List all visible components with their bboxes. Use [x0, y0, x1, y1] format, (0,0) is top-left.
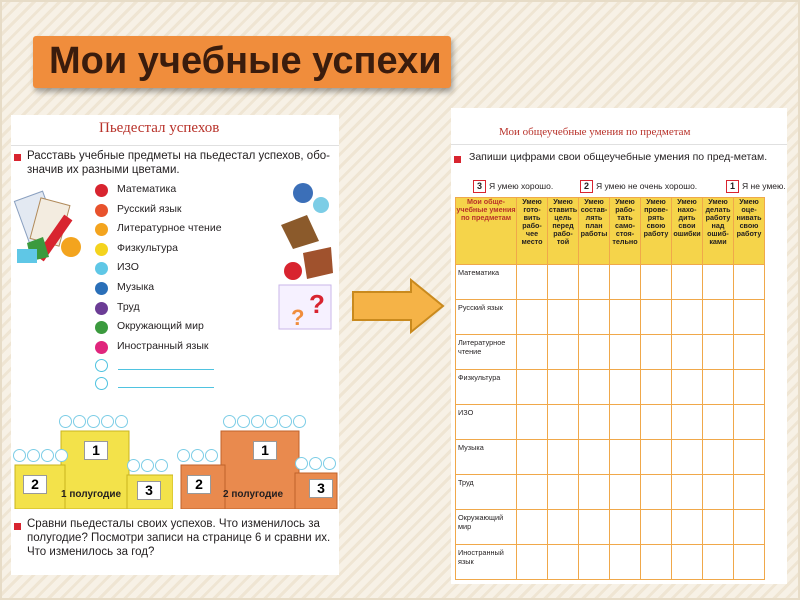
- skills-score-cell[interactable]: [517, 405, 548, 440]
- skills-score-cell[interactable]: [579, 300, 610, 335]
- skills-row-subject: Окружающий мир: [456, 510, 517, 545]
- subject-label: Математика: [117, 183, 177, 195]
- podium-place-3: 3: [137, 481, 161, 500]
- skills-score-cell[interactable]: [548, 510, 579, 545]
- podium-label: 1 полугодие: [61, 489, 122, 500]
- skills-score-cell[interactable]: [610, 405, 641, 440]
- skills-score-cell[interactable]: [703, 440, 734, 475]
- skills-row-subject: Музыка: [456, 440, 517, 475]
- subject-label: Окружающий мир: [117, 320, 204, 333]
- skills-score-cell[interactable]: [548, 265, 579, 300]
- skills-column-header: Умею нахо-дить свои ошибки: [672, 198, 703, 265]
- skills-score-cell[interactable]: [641, 335, 672, 370]
- compare-task-text: Сравни пьедесталы своих успехов. Что изменилось за полугодие? Посмотри записи на странице 6 и сравни их. Что изменилось за год?: [27, 518, 331, 558]
- skills-column-header: Умею рабо-тать само-стоя-тельно: [610, 198, 641, 265]
- podium-label: 2 полугодие: [223, 489, 284, 500]
- skills-score-cell[interactable]: [734, 335, 765, 370]
- skills-score-cell[interactable]: [703, 370, 734, 405]
- skills-column-header: Умею прове-рять свою работу: [641, 198, 672, 265]
- legend-text-2: Я умею не очень хорошо.: [596, 181, 698, 191]
- subject-label: Музыка: [117, 281, 155, 293]
- decorative-collage-image: [273, 175, 339, 335]
- podium-ring: [141, 459, 154, 472]
- legend-box-2: 2: [580, 180, 593, 193]
- skills-score-cell[interactable]: [517, 300, 548, 335]
- subject-label: Литературное чтение: [117, 222, 222, 235]
- skills-score-cell[interactable]: [703, 265, 734, 300]
- skills-score-cell[interactable]: [517, 510, 548, 545]
- skills-score-cell[interactable]: [672, 370, 703, 405]
- table-row: [456, 335, 765, 370]
- title-banner: [33, 36, 451, 88]
- podium-ring: [223, 415, 236, 428]
- podium-ring: [237, 415, 250, 428]
- skills-score-cell[interactable]: [610, 300, 641, 335]
- skills-score-cell[interactable]: [672, 510, 703, 545]
- skills-score-cell[interactable]: [610, 265, 641, 300]
- legend-text-1: Я не умею.: [742, 181, 786, 191]
- skills-score-cell[interactable]: [672, 335, 703, 370]
- skills-score-cell[interactable]: [672, 545, 703, 580]
- podium-ring: [323, 457, 336, 470]
- table-row: [456, 370, 765, 405]
- skills-score-cell[interactable]: [734, 545, 765, 580]
- skills-score-cell[interactable]: [734, 405, 765, 440]
- subject-color-dot: [95, 302, 108, 315]
- table-row: [456, 440, 765, 475]
- skills-table-header: [456, 198, 765, 265]
- arrow-right-icon: [351, 278, 445, 334]
- task-marker: [14, 523, 21, 530]
- skills-score-cell[interactable]: [734, 300, 765, 335]
- skills-score-cell[interactable]: [610, 545, 641, 580]
- skills-score-cell[interactable]: [548, 300, 579, 335]
- table-row: [456, 265, 765, 300]
- svg-text:?: ?: [309, 289, 325, 319]
- skills-row-subject: Труд: [456, 475, 517, 510]
- skills-column-header: Умею оце-нивать свою работу: [734, 198, 765, 265]
- podium-ring: [115, 415, 128, 428]
- podium-ring: [13, 449, 26, 462]
- podium-ring: [309, 457, 322, 470]
- skills-score-cell[interactable]: [672, 265, 703, 300]
- subject-label: Русский язык: [117, 202, 182, 215]
- skills-score-cell[interactable]: [672, 405, 703, 440]
- skills-score-cell[interactable]: [548, 545, 579, 580]
- skills-score-cell[interactable]: [610, 510, 641, 545]
- skills-score-cell[interactable]: [734, 265, 765, 300]
- podium-place-1: 1: [84, 441, 108, 460]
- skills-score-cell[interactable]: [641, 440, 672, 475]
- podium-ring: [205, 449, 218, 462]
- skills-score-cell[interactable]: [703, 300, 734, 335]
- podium-ring: [265, 415, 278, 428]
- skills-score-cell[interactable]: [517, 475, 548, 510]
- podium-ring: [127, 459, 140, 472]
- empty-subject-line: [118, 387, 214, 388]
- skills-score-cell[interactable]: [548, 475, 579, 510]
- skills-score-cell[interactable]: [517, 370, 548, 405]
- skills-panel-header: [451, 108, 787, 145]
- skills-row-subject: Физкультура: [456, 370, 517, 405]
- podium-ring: [177, 449, 190, 462]
- skills-score-cell[interactable]: [579, 440, 610, 475]
- skills-score-cell[interactable]: [548, 370, 579, 405]
- podium-ring: [191, 449, 204, 462]
- podium-ring: [251, 415, 264, 428]
- podium-place-1: 1: [253, 441, 277, 460]
- skills-score-cell[interactable]: [517, 335, 548, 370]
- skills-score-cell[interactable]: [579, 510, 610, 545]
- podium-place-2: 2: [187, 475, 211, 494]
- skills-score-cell[interactable]: [641, 370, 672, 405]
- podium-ring: [101, 415, 114, 428]
- subject-label: Иностранный язык: [117, 339, 209, 352]
- skills-score-cell[interactable]: [734, 370, 765, 405]
- podium-task-text: Расставь учебные предметы на пьедестал успехов, обо-значив их разными цветами.: [27, 150, 331, 176]
- skills-score-cell[interactable]: [703, 510, 734, 545]
- empty-subject-dot: [95, 359, 108, 372]
- table-row: [456, 545, 765, 580]
- skills-row-subject: Иностранный язык: [456, 545, 517, 580]
- podium-ring: [41, 449, 54, 462]
- skills-panel: [451, 108, 787, 584]
- podium-panel-title: Пьедестал успехов: [99, 120, 220, 136]
- skills-score-cell[interactable]: [734, 475, 765, 510]
- podium-ring: [295, 457, 308, 470]
- podium-panel-header: [11, 115, 339, 146]
- skills-score-cell[interactable]: [672, 475, 703, 510]
- legend-text-3: Я умею хорошо.: [489, 181, 554, 191]
- subject-color-dot: [95, 204, 108, 217]
- skills-score-cell[interactable]: [579, 545, 610, 580]
- podium-ring: [279, 415, 292, 428]
- skills-row-subject: Математика: [456, 265, 517, 300]
- podium-ring: [59, 415, 72, 428]
- podium-ring: [27, 449, 40, 462]
- skills-score-cell[interactable]: [672, 440, 703, 475]
- skills-row-subject: Литературное чтение: [456, 335, 517, 370]
- skills-score-cell[interactable]: [703, 545, 734, 580]
- table-row: [456, 475, 765, 510]
- legend-box-3: 3: [473, 180, 486, 193]
- empty-subject-dot: [95, 377, 108, 390]
- table-row: [456, 405, 765, 440]
- podium-ring: [87, 415, 100, 428]
- subject-color-dot: [95, 243, 108, 256]
- skills-score-cell[interactable]: [610, 335, 641, 370]
- skills-score-cell[interactable]: [517, 440, 548, 475]
- skills-score-cell[interactable]: [703, 335, 734, 370]
- skills-score-cell[interactable]: [672, 300, 703, 335]
- skills-score-cell[interactable]: [641, 265, 672, 300]
- subject-color-dot: [95, 282, 108, 295]
- podium-panel: [11, 115, 339, 575]
- skills-row-subject: Русский язык: [456, 300, 517, 335]
- subject-label: Труд: [117, 300, 140, 313]
- school-supplies-image: [13, 187, 89, 267]
- skills-score-cell[interactable]: [579, 475, 610, 510]
- skills-row-subject: ИЗО: [456, 405, 517, 440]
- empty-subject-line: [118, 369, 214, 370]
- podium-ring: [155, 459, 168, 472]
- skills-score-cell[interactable]: [703, 475, 734, 510]
- skills-score-cell[interactable]: [579, 405, 610, 440]
- skills-score-cell[interactable]: [579, 335, 610, 370]
- svg-text:?: ?: [291, 305, 305, 330]
- table-row: [456, 300, 765, 335]
- skills-table: [455, 197, 765, 580]
- skills-column-header: Умею делать работу над ошиб-ками: [703, 198, 734, 265]
- podium-ring: [73, 415, 86, 428]
- podium-ring: [293, 415, 306, 428]
- skills-score-cell[interactable]: [517, 545, 548, 580]
- skills-score-cell[interactable]: [610, 440, 641, 475]
- skills-column-header: Умею гото-вить рабо-чее место: [517, 198, 548, 265]
- subject-label: ИЗО: [117, 261, 139, 274]
- skills-score-cell[interactable]: [641, 300, 672, 335]
- skills-score-cell[interactable]: [641, 545, 672, 580]
- skills-column-header: Умею ставить цель перед рабо-той: [548, 198, 579, 265]
- skills-score-cell[interactable]: [548, 405, 579, 440]
- skills-score-cell[interactable]: [641, 405, 672, 440]
- subject-color-dot: [95, 223, 108, 236]
- subject-label: Физкультура: [117, 241, 178, 254]
- task-marker: [14, 154, 21, 161]
- subject-color-dot: [95, 184, 108, 197]
- task-marker: [454, 156, 461, 163]
- skills-score-cell[interactable]: [703, 405, 734, 440]
- skills-score-cell[interactable]: [641, 475, 672, 510]
- skills-column-header: Умею состав-лять план работы: [579, 198, 610, 265]
- skills-score-cell[interactable]: [734, 440, 765, 475]
- subject-color-dot: [95, 262, 108, 275]
- skills-score-cell[interactable]: [734, 510, 765, 545]
- skills-score-cell[interactable]: [579, 265, 610, 300]
- skills-score-cell[interactable]: [641, 510, 672, 545]
- legend-box-1: 1: [726, 180, 739, 193]
- skills-score-cell[interactable]: [579, 370, 610, 405]
- subject-color-dot: [95, 321, 108, 334]
- skills-score-cell[interactable]: [548, 440, 579, 475]
- subject-color-dot: [95, 341, 108, 354]
- skills-panel-title: Мои общеучебные умения по предметам: [499, 126, 691, 138]
- skills-score-cell[interactable]: [610, 475, 641, 510]
- podium-place-2: 2: [23, 475, 47, 494]
- skills-score-cell[interactable]: [517, 265, 548, 300]
- skills-score-cell[interactable]: [610, 370, 641, 405]
- skills-table-corner-header: Мои обще-учебные умения по предметам: [456, 198, 517, 265]
- podium-ring: [55, 449, 68, 462]
- slide-title: Мои учебные успехи: [49, 40, 442, 82]
- podium-place-3: 3: [309, 479, 333, 498]
- table-row: [456, 510, 765, 545]
- skills-task-text: Запиши цифрами свои общеучебные умения по пред-метам.: [469, 151, 768, 163]
- skills-score-cell[interactable]: [548, 335, 579, 370]
